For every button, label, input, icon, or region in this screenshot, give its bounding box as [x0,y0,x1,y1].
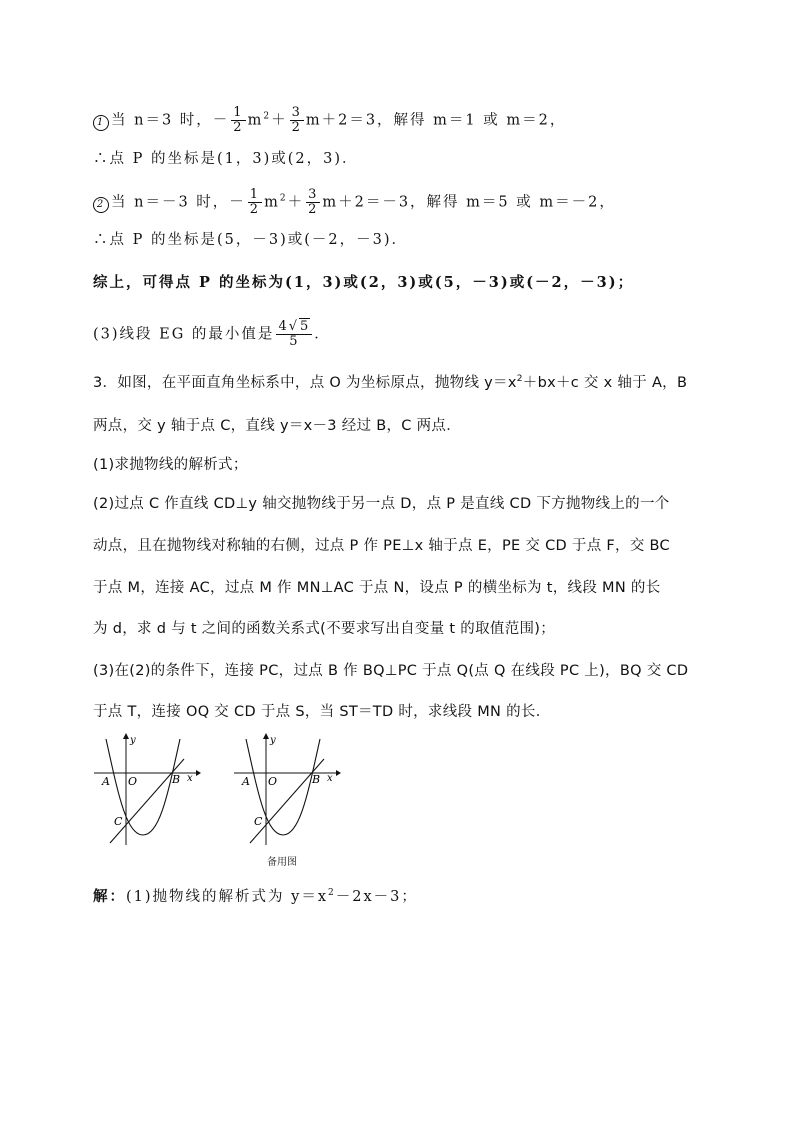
label-O: O [128,775,138,788]
label-x: x [187,773,193,784]
fraction [276,320,312,349]
fraction-denominator: 2 [291,120,302,135]
fraction-denominator: 2 [233,120,244,135]
fraction-numerator: 4√5 [278,319,311,334]
label-C: C [254,815,263,828]
text-segment: 当 n＝3 时，－ [111,112,230,129]
text-segment: (1)抛物线的解析式为 y＝x [126,889,329,905]
label-B: B [312,773,321,786]
radicand: 5 [300,319,311,334]
label-x: x [327,773,333,784]
label-B: B [172,773,181,786]
fraction-denominator: 2 [308,202,319,217]
label-A: A [242,775,250,788]
problem-part3-line1: (3)在(2)的条件下，连接 PC，过点 B 作 BQ⊥PC 于点 Q(点 Q 在线段 PC 上)，BQ 交 CD [93,663,689,679]
fraction-numerator: 1 [233,105,244,120]
problem-part2-line3: 于点 M，连接 AC，过点 M 作 MN⊥AC 于点 N，设点 P 的横坐标为 t，线段 MN 的长 [93,580,661,596]
solution-part1 [93,887,418,907]
fraction [290,106,304,135]
case-number-2: 2 [93,197,109,213]
text-segment: m＋2＝－3，解得 m＝5 或 m＝－2， [322,194,616,211]
problem-part2-line1: (2)过点 C 作直线 CD⊥y 轴交抛物线于另一点 D，点 P 是直线 CD 下方抛物线上的一个 [93,496,670,512]
superscript: 2 [328,888,336,898]
text-segment: ＋bx＋c 交 x 轴于 A，B [522,375,688,391]
problem-part1: (1)求抛物线的解析式； [93,457,248,473]
text-segment: 3．如图，在平面直角坐标系中，点 O 为坐标原点，抛物线 y＝x [93,375,517,391]
fraction [248,188,262,217]
fraction [231,106,245,135]
text-segment: ． [314,326,331,343]
problem-line-1 [93,373,687,393]
label-O: O [268,775,278,788]
solution-line-part3 [93,320,331,349]
solution-line-case1 [93,106,566,135]
case-number-1: 1 [93,115,109,131]
fraction-numerator: 3 [308,187,319,202]
text-segment: －2x－3； [335,889,418,905]
label-A: A [102,775,110,788]
fraction-numerator: 3 [291,105,302,120]
label-C: C [114,815,123,828]
solution-line-summary: 综上，可得点 P 的坐标为(1，3)或(2，3)或(5，－3)或(－2，－3)； [93,274,635,291]
superscript: 2 [263,111,272,122]
text-segment: ＋ [271,112,288,129]
fraction [306,188,320,217]
text-segment: m [264,194,280,211]
text-segment: m＋2＝3，解得 m＝1 或 m＝2， [305,112,567,129]
problem-part3-line2: 于点 T，连接 OQ 交 CD 于点 S，当 ST＝TD 时，求线段 MN 的长． [93,704,551,720]
label-y: y [270,735,276,746]
problem-part2-line4: 为 d，求 d 与 t 之间的函数关系式(不要求写出自变量 t 的取值范围)； [93,621,556,637]
label-y: y [130,735,136,746]
solution-line-case2-result: ∴点 P 的坐标是(5，－3)或(－2，－3)． [93,232,409,248]
solution-line-case2 [93,188,616,217]
fraction-denominator: 2 [249,202,261,217]
solution-label: 解： [93,888,126,905]
superscript: 2 [516,374,523,384]
superscript: 2 [279,193,288,204]
coefficient: 4 [278,319,289,334]
text-segment: ＋ [287,194,305,211]
figure-parabola-backup [232,733,342,848]
text-segment: (3)线段 EG 的最小值是 [93,326,275,343]
problem-part2-line2: 动点，且在抛物线对称轴的右侧，过点 P 作 PE⊥x 轴于点 E，PE 交 CD 于点 F，交 BC [93,538,670,554]
solution-line-case1-result: ∴点 P 的坐标是(1，3)或(2，3)． [93,151,359,167]
text-segment: m [247,112,264,129]
fraction-denominator: 5 [289,334,300,349]
figure-parabola-main [92,733,202,848]
problem-line-2: 两点，交 y 轴于点 C，直线 y＝x－3 经过 B，C 两点． [93,418,462,434]
text-segment: 当 n＝－3 时，－ [111,194,246,211]
figure-caption: 备用图 [267,857,297,868]
fraction-numerator: 1 [249,187,261,202]
